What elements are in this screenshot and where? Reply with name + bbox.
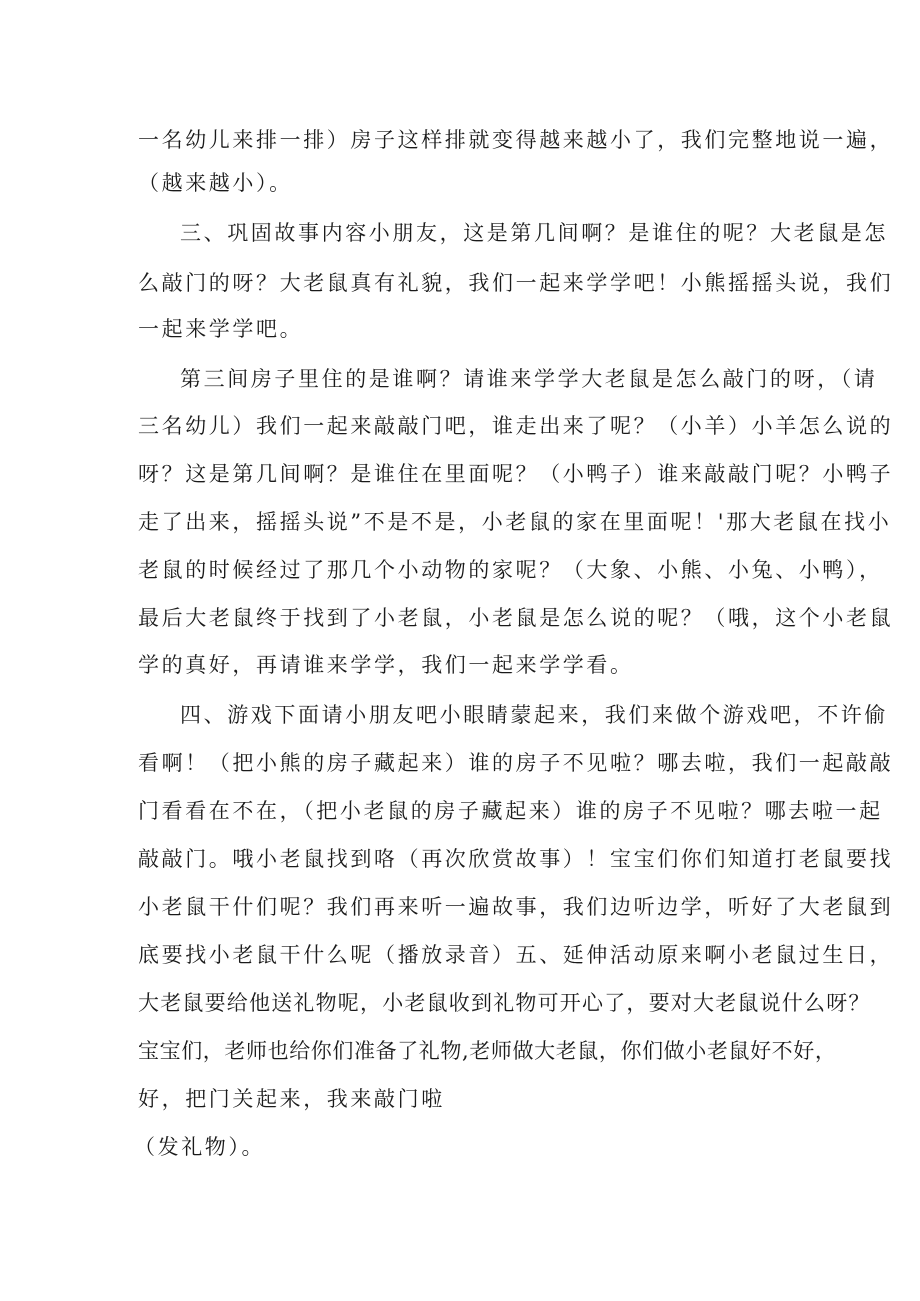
- paragraph-line-5: 老鼠的时候经过了那几个小动物的家呢？（大象、小熊、小兔、小鸭），: [138, 558, 883, 582]
- section-four-line-4: 敲敲门。哦小老鼠找到咯（再次欣赏故事）！宝宝们你们知道打老鼠要找: [138, 847, 894, 871]
- paragraph-line-3: 呀？这是第几间啊？是谁住在里面呢？（小鸭子）谁来敲敲门呢？小鸭子: [138, 462, 894, 486]
- paragraph-line-2: 三名幼儿）我们一起来敲敲门吧，谁走出来了呢？（小羊）小羊怎么说的: [138, 414, 894, 438]
- section-four-line-6: 底要找小老鼠干什么呢（播放录音）五、延伸活动原来啊小老鼠过生日，: [138, 943, 894, 967]
- text-line-2: （越来越小）。: [138, 171, 293, 195]
- paragraph-line-7: 学的真好，再请谁来学学，我们一起来学学看。: [138, 653, 634, 677]
- section-four-line-8: 宝宝们，老师也给你们准备了礼物,老师做大老鼠，你们做小老鼠好不好，: [138, 1039, 837, 1063]
- section-four-line-10: （发礼物）。: [134, 1135, 266, 1159]
- paragraph-line-1: 第三间房子里住的是谁啊？请谁来学学大老鼠是怎么敲门的呀，（请: [180, 367, 878, 391]
- paragraph-line-4: 走了出来，摇摇头说”不是不是，小老鼠的家在里面呢！'那大老鼠在找小: [138, 510, 892, 534]
- section-three-line-2: 么敲门的呀？大老鼠真有礼貌，我们一起来学学吧！小熊摇摇头说，我们: [138, 271, 894, 295]
- section-three-line-1: 三、巩固故事内容小朋友，这是第几间啊？是谁住的呢？大老鼠是怎: [180, 221, 888, 245]
- paragraph-line-6: 最后大老鼠终于找到了小老鼠，小老鼠是怎么说的呢？（哦，这个小老鼠: [138, 606, 894, 630]
- section-four-line-2: 看啊！（把小熊的房子藏起来）谁的房子不见啦？哪去啦，我们一起敲敲: [138, 751, 894, 775]
- section-four-line-9: 好，把门关起来，我来敲门啦: [138, 1087, 445, 1111]
- section-four-line-3: 门看看在不在，（把小老鼠的房子藏起来）谁的房子不见啦？哪去啦一起: [138, 799, 883, 823]
- section-four-line-5: 小老鼠干什们呢？我们再来听一遍故事，我们边听边学，听好了大老鼠到: [138, 895, 894, 919]
- section-three-line-3: 一起来学学吧。: [138, 317, 304, 341]
- text-line-1: 一名幼儿来排一排）房子这样排就变得越来越小了，我们完整地说一遍，: [138, 128, 894, 152]
- section-four-line-1: 四、游戏下面请小朋友吧小眼睛蒙起来，我们来做个游戏吧，不许偷: [180, 703, 888, 727]
- section-four-line-7: 大老鼠要给他送礼物呢，小老鼠收到礼物可开心了，要对大老鼠说什么呀？: [138, 991, 871, 1015]
